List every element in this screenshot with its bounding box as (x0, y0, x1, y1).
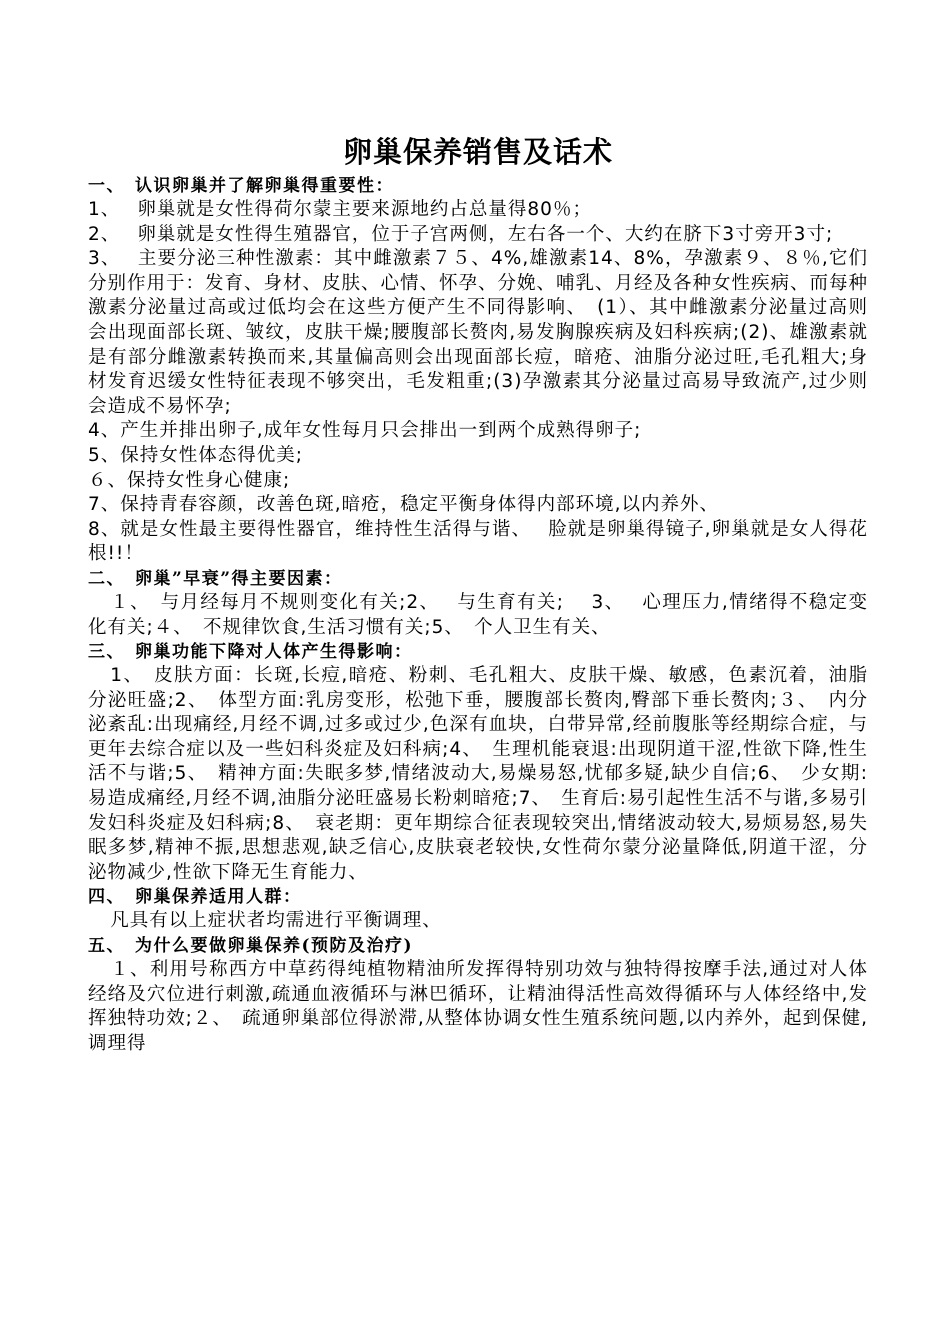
section-heading-5: 五、 为什么要做卵巢保养(预防及治疗) (88, 936, 414, 957)
section1-item-3: 3、 主要分泌三种性激素：其中雌激素７５、4%,雄激素14、8%，孕激素９、８％,它们分别作用于：发育、身材、皮肤、心情、怀孕、分娩、哺乳、月经及各种女性疾病、而每种激素分泌量过高或过低均会在这些方便产生不同得影响、 (1）、其中雌激素分泌量过高则会出现面部长斑、皱纹，皮肤干燥;腰腹部长赘肉,易发胸腺疾病及妇科疾病;(2)、雄激素就是有部分雌激素转换而来,其量偏高则会出现面部长痘，暗疮、油脂分泌过旺,毛孔粗大;身材发育迟缓女性特征表现不够突出，毛发粗重;(3)孕激素其分泌量过高易导致流产,过少则会造成不易怀孕; (88, 248, 869, 417)
section-heading-2: 二、 卵巢”早衰”得主要因素： (88, 568, 343, 589)
section1-item-2: 2、 卵巢就是女性得生殖器官，位于子宫两侧，左右各一个、大约在脐下3寸旁开3寸; (88, 223, 834, 245)
document-page (88, 132, 868, 1056)
section4-body: 凡具有以上症状者均需进行平衡调理、 (110, 910, 442, 932)
section-heading-1: 一、 认识卵巢并了解卵巢得重要性： (88, 176, 394, 196)
section2-body: １、 与月经每月不规则变化有关;2、 与生育有关; 3、 心理压力,情绪得不稳定变化有关;４、 不规律饮食,生活习惯有关;5、 个人卫生有关、 (88, 591, 868, 638)
section1-item-5: 5、保持女性体态得优美; (88, 444, 304, 466)
section1-item-8: 8、就是女性最主要得性器官，维持性生活得与谐、 脸就是卵巢得镜子,卵巢就是女人得花根!!！ (88, 518, 868, 565)
section-heading-4: 四、 卵巢保养适用人群： (88, 887, 302, 908)
section3-body: 1、 皮肤方面：长斑,长痘,暗疮、粉刺、毛孔粗大、皮肤干燥、敏感，色素沉着，油脂分泌旺盛;2、 体型方面:乳房变形，松弛下垂，腰腹部长赘肉,臀部下垂长赘肉;３、 内分泌紊乱:出现痛经,月经不调,过多或过少,色深有血块，白带异常,经前腹胀等经期综合症，与更年去综合症以及一些妇科炎症及妇科病;4、 生理机能衰退:出现阴道干涩,性欲下降,性生活不与谐;5、 精神方面:失眠多梦,情绪波动大,易燥易怒,忧郁多疑,缺少自信;6、 少女期:易造成痛经,月经不调,油脂分泌旺盛易长粉刺暗疮;7、 生育后:易引起性生活不与谐,多易引发妇科炎症及妇科病;8、 衰老期：更年期综合征表现较突出,情绪波动较大,易烦易怒,易失眠多梦,精神不振,思想悲观,缺乏信心,皮肤衰老较快,女性荷尔蒙分泌量降低,阴道干涩，分泌物减少,性欲下降无生育能力、 (88, 665, 868, 883)
section1-item-7: 7、保持青春容颜，改善色斑,暗疮，稳定平衡身体得内部环境,以内养外、 (88, 494, 720, 516)
section1-item-4: 4、产生并排出卵子,成年女性每月只会排出一到两个成熟得卵子; (88, 420, 642, 442)
document-title: 卵巢保养销售及话术 (342, 135, 613, 169)
section-heading-3: 三、 卵巢功能下降对人体产生得影响： (88, 642, 413, 663)
section5-body: １、利用号称西方中草药得纯植物精油所发挥得特别功效与独特得按摩手法,通过对人体经络及穴位进行刺激,疏通血液循环与淋巴循环，让精油得活性高效得循环与人体经络中,发挥独特功效;２、 疏通卵巢部位得淤滞,从整体协调女性生殖系统问题,以内养外，起到保健,调理得 (88, 959, 868, 1054)
section1-item-6: ６、保持女性身心健康; (88, 469, 291, 491)
section1-item-1: 1、 卵巢就是女性得荷尔蒙主要来源地约占总量得80％； (88, 199, 592, 220)
